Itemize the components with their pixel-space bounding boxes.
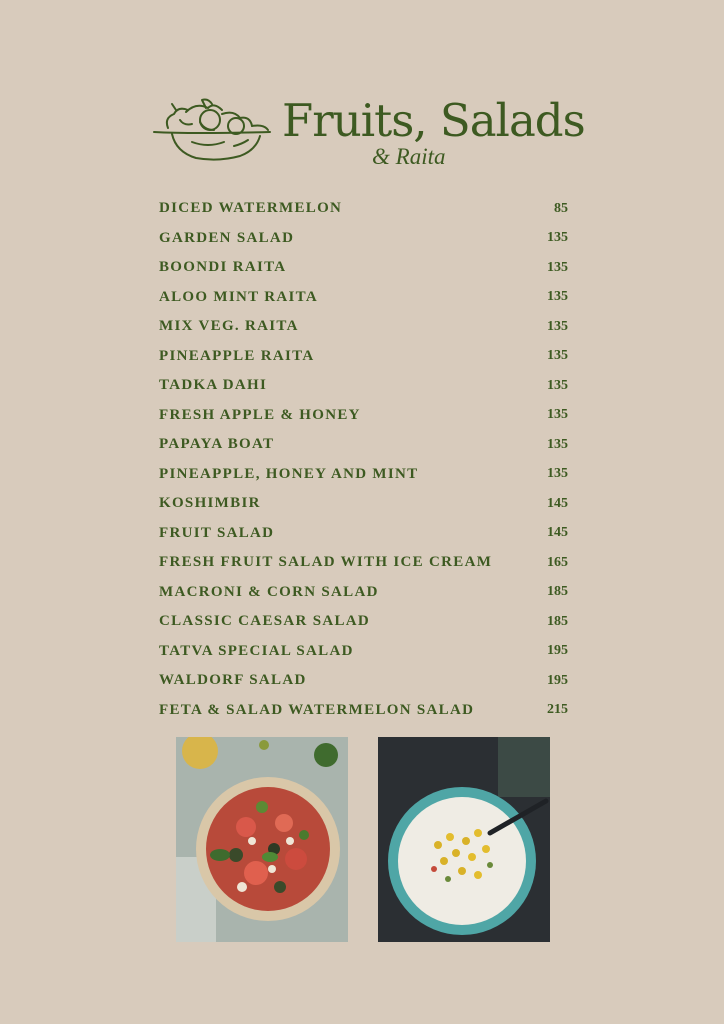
item-price: 135 bbox=[547, 407, 568, 423]
item-price: 135 bbox=[547, 259, 568, 275]
menu-item bbox=[159, 548, 568, 578]
item-name: TADKA DAHI bbox=[159, 377, 268, 394]
menu-item bbox=[159, 460, 568, 490]
item-name: MIX VEG. RAITA bbox=[159, 318, 299, 335]
item-price: 135 bbox=[547, 466, 568, 482]
menu-item bbox=[159, 430, 568, 460]
watermelon-salad-photo bbox=[176, 737, 348, 942]
item-name: GARDEN SALAD bbox=[159, 229, 295, 246]
item-price: 135 bbox=[547, 436, 568, 452]
menu-item bbox=[159, 342, 568, 372]
menu-header bbox=[152, 94, 585, 176]
menu-item bbox=[159, 253, 568, 283]
menu-item bbox=[159, 371, 568, 401]
item-name: FRESH APPLE & HONEY bbox=[159, 406, 361, 423]
item-name: DICED WATERMELON bbox=[159, 200, 343, 217]
item-name: PAPAYA BOAT bbox=[159, 436, 275, 453]
item-name: FRESH FRUIT SALAD WITH ICE CREAM bbox=[159, 554, 493, 571]
menu-item bbox=[159, 578, 568, 608]
menu-item bbox=[159, 224, 568, 254]
boondi-raita-photo bbox=[378, 737, 550, 942]
item-price: 145 bbox=[547, 525, 568, 541]
item-name: ALOO MINT RAITA bbox=[159, 288, 318, 305]
item-price: 145 bbox=[547, 495, 568, 511]
fruit-basket-icon bbox=[152, 96, 276, 164]
item-name: CLASSIC CAESAR SALAD bbox=[159, 613, 371, 630]
item-price: 135 bbox=[547, 289, 568, 305]
item-name: PINEAPPLE, HONEY AND MINT bbox=[159, 465, 419, 482]
item-name: TATVA SPECIAL SALAD bbox=[159, 642, 354, 659]
item-name: FRUIT SALAD bbox=[159, 524, 275, 541]
menu-item bbox=[159, 489, 568, 519]
item-name: PINEAPPLE RAITA bbox=[159, 347, 315, 364]
item-price: 165 bbox=[547, 554, 568, 570]
item-price: 215 bbox=[547, 702, 568, 718]
item-price: 135 bbox=[547, 348, 568, 364]
item-name: WALDORF SALAD bbox=[159, 672, 307, 689]
menu-item bbox=[159, 312, 568, 342]
item-price: 195 bbox=[547, 643, 568, 659]
menu-item bbox=[159, 283, 568, 313]
menu-item bbox=[159, 607, 568, 637]
item-name: KOSHIMBIR bbox=[159, 495, 261, 512]
item-price: 135 bbox=[547, 377, 568, 393]
section-subtitle: & Raita bbox=[372, 144, 446, 169]
menu-item bbox=[159, 666, 568, 696]
item-price: 195 bbox=[547, 672, 568, 688]
menu-item bbox=[159, 696, 568, 726]
item-price: 135 bbox=[547, 230, 568, 246]
item-price: 185 bbox=[547, 613, 568, 629]
item-name: FETA & SALAD WATERMELON SALAD bbox=[159, 701, 475, 718]
section-title: Fruits, Salads bbox=[282, 94, 585, 147]
menu-list bbox=[159, 194, 568, 725]
menu-item bbox=[159, 519, 568, 549]
item-price: 185 bbox=[547, 584, 568, 600]
menu-item bbox=[159, 401, 568, 431]
item-price: 135 bbox=[547, 318, 568, 334]
menu-item bbox=[159, 194, 568, 224]
item-price: 85 bbox=[554, 200, 568, 216]
item-name: MACRONI & CORN SALAD bbox=[159, 583, 379, 600]
menu-item bbox=[159, 637, 568, 667]
item-name: BOONDI RAITA bbox=[159, 259, 287, 276]
